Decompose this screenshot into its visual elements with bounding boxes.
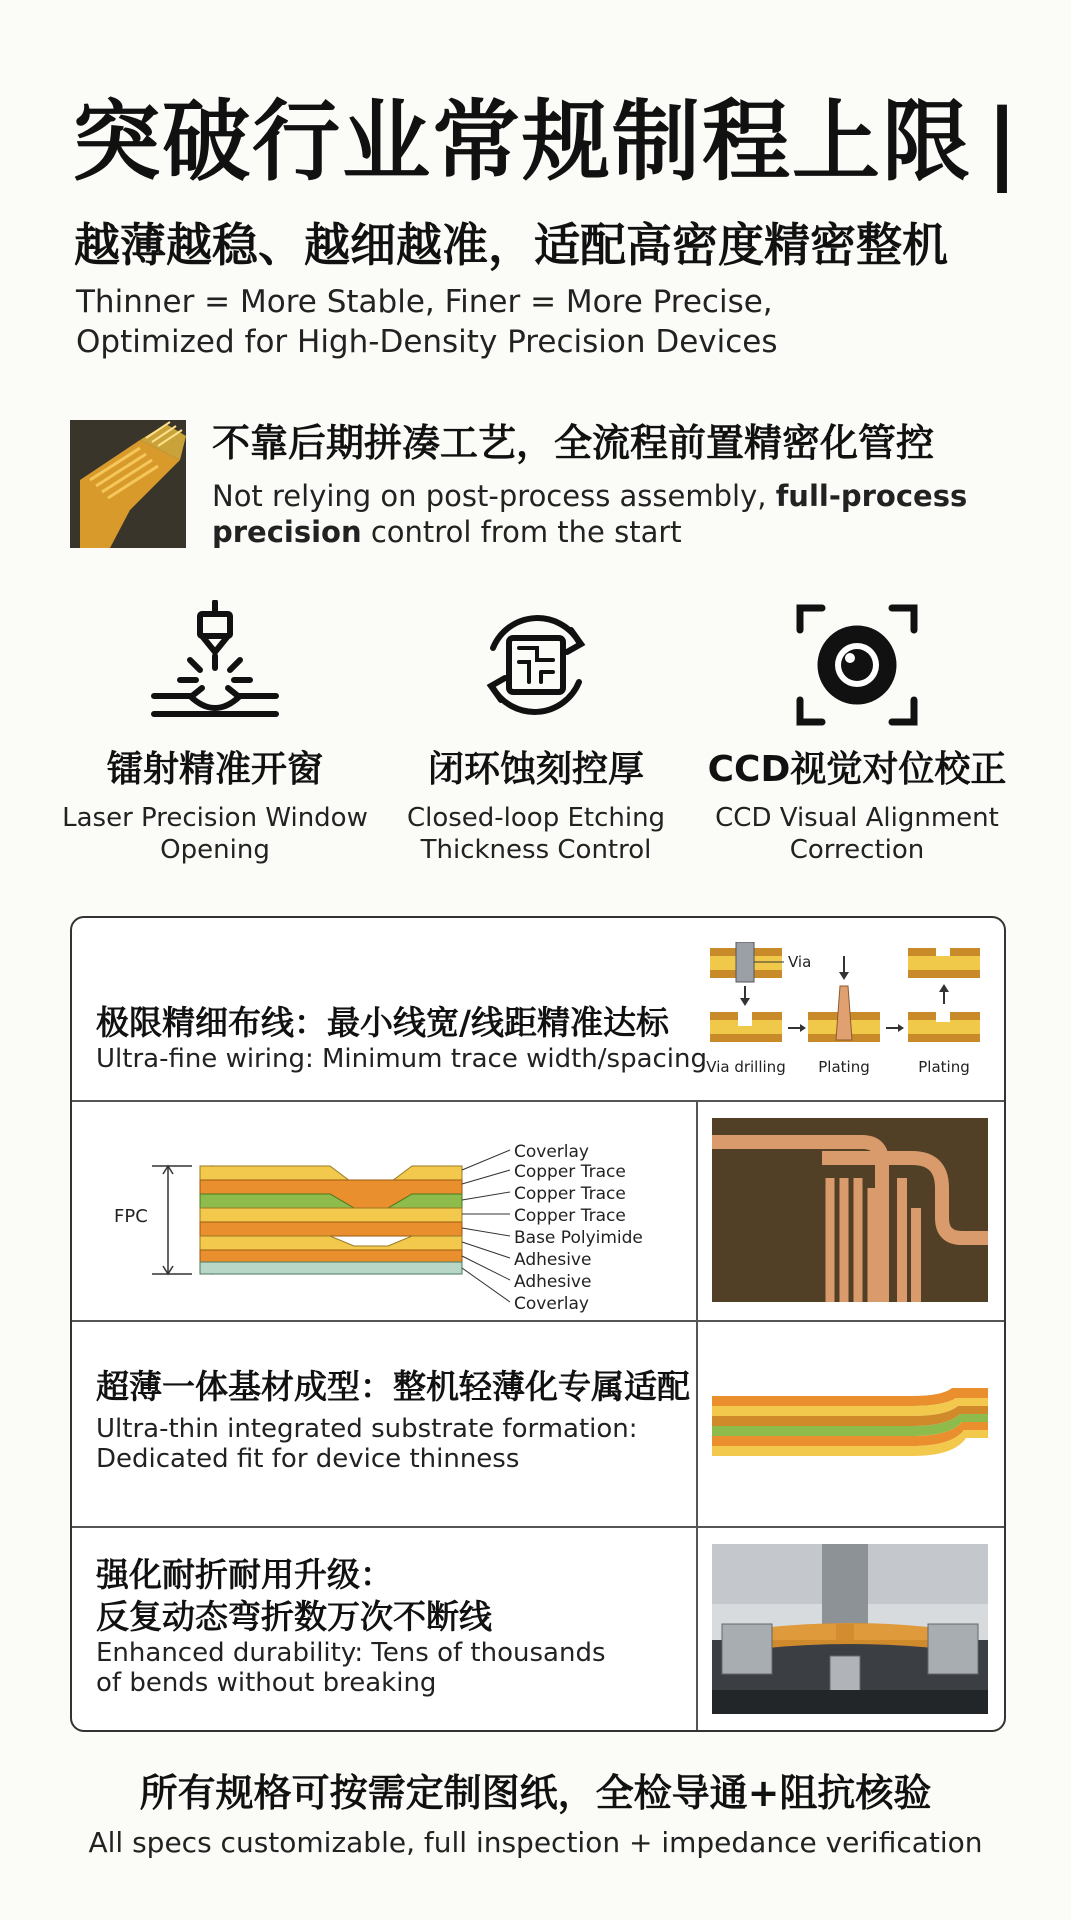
row-durability: 强化耐折耐用升级： 反复动态弯折数万次不断线 Enhanced durability: Tens of thousands of bends without breaking — [96, 1555, 606, 1698]
divider — [72, 1526, 1004, 1528]
closed-loop-chip-icon — [471, 600, 601, 730]
row-fine-wiring: 极限精细布线：最小线宽/线距精准达标 Ultra-fine wiring: Minimum trace width/spacing — [96, 1003, 708, 1074]
fpc-label: FPC — [114, 1206, 148, 1227]
layer-label: Base Polyimide — [514, 1228, 643, 1248]
plating-label-2: Plating — [918, 1058, 970, 1076]
via-drilling-label: Via drilling — [706, 1058, 786, 1076]
intro-title: 不靠后期拼凑工艺，全流程前置精密化管控 — [212, 421, 935, 465]
flex-circuit-photo — [70, 420, 186, 548]
layer-label: Copper Trace — [514, 1162, 626, 1182]
feature-etching: 闭环蚀刻控厚 Closed-loop Etching Thickness Control — [366, 600, 706, 866]
page-title: 突破行业常规制程上限 | — [72, 90, 1021, 193]
fpc-layer-stack-diagram — [92, 1108, 692, 1318]
row-ultra-thin: 超薄一体基材成型：整机轻薄化专属适配 Ultra-thin integrated substrate formation: Dedicated fit for device thinness — [96, 1367, 690, 1474]
thin-substrate-graphic — [712, 1384, 988, 1464]
layer-label: Coverlay — [514, 1294, 589, 1314]
divider — [72, 1320, 1004, 1322]
layer-label: Copper Trace — [514, 1184, 626, 1204]
layer-label: Adhesive — [514, 1250, 592, 1270]
feature-laser: 镭射精准开窗 Laser Precision Window Opening — [45, 600, 385, 866]
page-subtitle: 越薄越稳、越细越准，适配高密度精密整机 — [74, 218, 948, 272]
feature-ccd: CCD视觉对位校正 CCD Visual Alignment Correction — [687, 600, 1027, 866]
layer-label: Adhesive — [514, 1272, 592, 1292]
divider — [696, 1100, 698, 1730]
bend-test-photo — [712, 1544, 988, 1714]
layer-label: Coverlay — [514, 1142, 589, 1162]
layer-label: Copper Trace — [514, 1206, 626, 1226]
process-panel — [70, 916, 1006, 1732]
copper-trace-photo — [712, 1118, 988, 1302]
plating-label: Plating — [818, 1058, 870, 1076]
camera-focus-icon — [792, 600, 922, 730]
via-label: Via — [788, 953, 812, 971]
intro-english: Not relying on post-process assembly, full-process precision control from the start — [212, 479, 968, 549]
footer-title: 所有规格可按需定制图纸，全检导通+阻抗核验 — [139, 1771, 932, 1815]
via-process-diagram — [706, 942, 996, 1092]
laser-icon — [150, 600, 280, 730]
divider — [72, 1100, 1004, 1102]
footer-english: All specs customizable, full inspection + impedance verification — [88, 1826, 983, 1859]
subtitle-english: Thinner = More Stable, Finer = More Precise, Optimized for High-Density Precision Devices — [76, 284, 778, 360]
title-bar: | — [986, 90, 1021, 193]
